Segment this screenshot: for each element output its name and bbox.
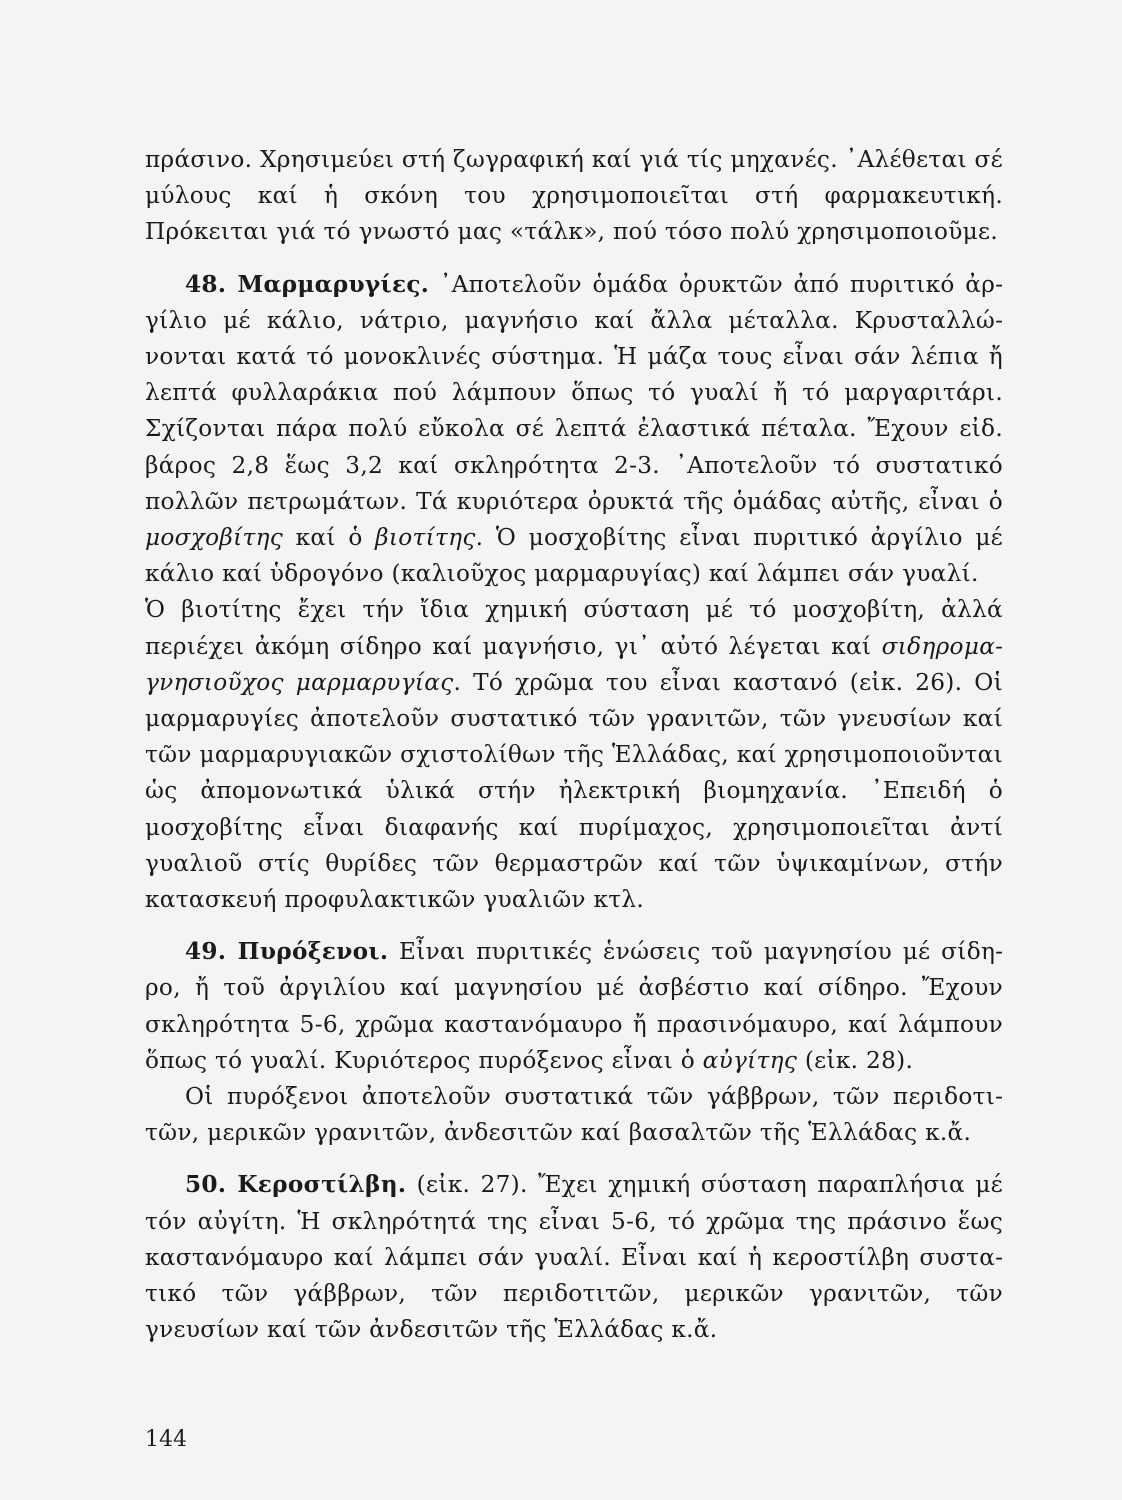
section-49-text-a: Εἶναι πυριτικές ἑνώσεις τοῦ μαγνησίου μέ σίδηρο, ἤ τοῦ ἀργιλίου καί μαγνησίου μέ ἀσβέστιο καί σίδηρο. Ἔχουν σκληρότητα 5-6, χρῶμα καστανόμαυρο ἤ πρασινόμαυρο, καί λάμπουν ὅπως τό γυαλί. Κυριότερος πυρόξενος εἶναι ὁ [145,938,1003,1074]
section-48-text-c: . Ὁ μοσχοβίτης εἶναι πυριτικό ἀργίλιο μέ κάλιο καί ὑδρογόνο (καλιοῦχος μαρμαρυγίας) καί λάμπει σάν γυαλί. [145,524,1003,588]
section-48-paragraph-2 [145,592,1003,918]
section-48-text-a: ᾿Αποτελοῦν ὁμάδα ὀρυκτῶν ἀπό πυριτικό ἀργίλιο μέ κάλιο, νάτριο, μαγνήσιο καί ἄλλα μέταλλα. Κρυσταλλώνονται κατά τό μονοκλινές σύστημα. Ἡ μάζα τους εἶναι σάν λέπια ἤ λεπτά φυλλαράκια πού λάμπουν ὅπως τό γυαλί ἤ τό μαργαριτάρι. Σχίζονται πάρα πολύ εὔκολα σέ λεπτά ἐλαστικά πέταλα. Ἔχουν εἰδ. βάρος 2,8 ἕως 3,2 καί σκληρότητα 2-3. ᾿Αποτελοῦν τό συστατικό πολλῶν πετρωμάτων. Τά κυριότερα ὀρυκτά τῆς ὁμάδας αὐτῆς, εἶναι ὁ [145,270,1003,515]
section-48-term-muscovite: μοσχοβίτης [145,524,284,552]
section-48-text-b: καί ὁ [283,524,376,552]
page-body [145,142,1003,1349]
section-48-para2-text-b: . Τό χρῶμα του εἶναι καστανό (εἰκ. 26). Οἱ μαρμαρυγίες ἀποτελοῦν συστατικό τῶν γρανιτῶν, τῶν γνευσίων καί τῶν μαρμαρυγιακῶν σχιστολίθων τῆς Ἑλλάδας, καί χρησιμοποιοῦνται ὡς ἀπομονωτικά ὑλικά στήν ἠλεκτρική βιομηχανία. ᾿Επειδή ὁ μοσχοβίτης εἶναι διαφανής καί πυρίμαχος, χρησιμοποιεῖται ἀντί γυαλιοῦ στίς θυρίδες τῶν θερμαστρῶν καί τῶν ὑψικαμίνων, στήν κατασκευή προφυλακτικῶν γυαλιῶν κτλ. [145,668,1004,914]
section-48-paragraph [145,267,1003,593]
intro-paragraph: πράσινο. Χρησιμεύει στή ζωγραφική καί γιά τίς μηχανές. ᾿Αλέθεται σέ μύλους καί ἡ σκόνη του χρησιμοποιεῖται στή φαρμακευτική. Πρόκειται γιά τό γνωστό μας «τάλκ», πού τόσο πολύ χρησιμοποιοῦμε. [145,146,1003,246]
section-49-heading: 49. Πυρόξενοι. [185,938,389,966]
page-number: 144 [145,1427,187,1452]
section-49-paragraph-2: Οἱ πυρόξενοι ἀποτελοῦν συστατικά τῶν γάββρων, τῶν περιδοτιτῶν, μερικῶν γρανιτῶν, ἀνδεσιτῶν καί βασαλτῶν τῆς Ἑλλάδας κ.ἄ. [145,1083,1003,1147]
section-48-para2-text-a: Ὁ βιοτίτης ἔχει τήν ἴδια χημική σύσταση μέ τό μοσχοβίτη, ἀλλά περιέχει ἀκόμη σίδηρο καί μαγνήσιο, γι᾿ αὐτό λέγεται καί [145,596,1003,660]
section-49-text-b: (εἰκ. 28). [797,1046,914,1074]
section-50-heading: 50. Κεροστίλβη. [185,1171,407,1199]
section-50-paragraph [145,1167,1003,1348]
section-49-paragraph [145,934,1003,1079]
section-49-term-augite: αὐγίτης [702,1046,798,1074]
section-48-term-ferromagnesian-mica: σιδηρομαγνησιοῦχος μαρμαρυγίας [145,632,1003,696]
section-48-heading: 48. Μαρμαρυγίες. [185,270,430,298]
section-48-term-biotite: βιοτίτης [375,524,476,552]
section-50-text: (εἰκ. 27). Ἔχει χημική σύσταση παραπλήσια μέ τόν αὐγίτη. Ἡ σκληρότητά της εἶναι 5-6, τό χρῶμα της πράσινο ἕως καστανόμαυρο καί λάμπει σάν γυαλί. Εἶναι καί ἡ κεροστίλβη συστατικό τῶν γάββρων, τῶν περιδοτιτῶν, μερικῶν γρανιτῶν, τῶν γνευσίων καί τῶν ἀνδεσιτῶν τῆς Ἑλλάδας κ.ἄ. [145,1171,1003,1344]
